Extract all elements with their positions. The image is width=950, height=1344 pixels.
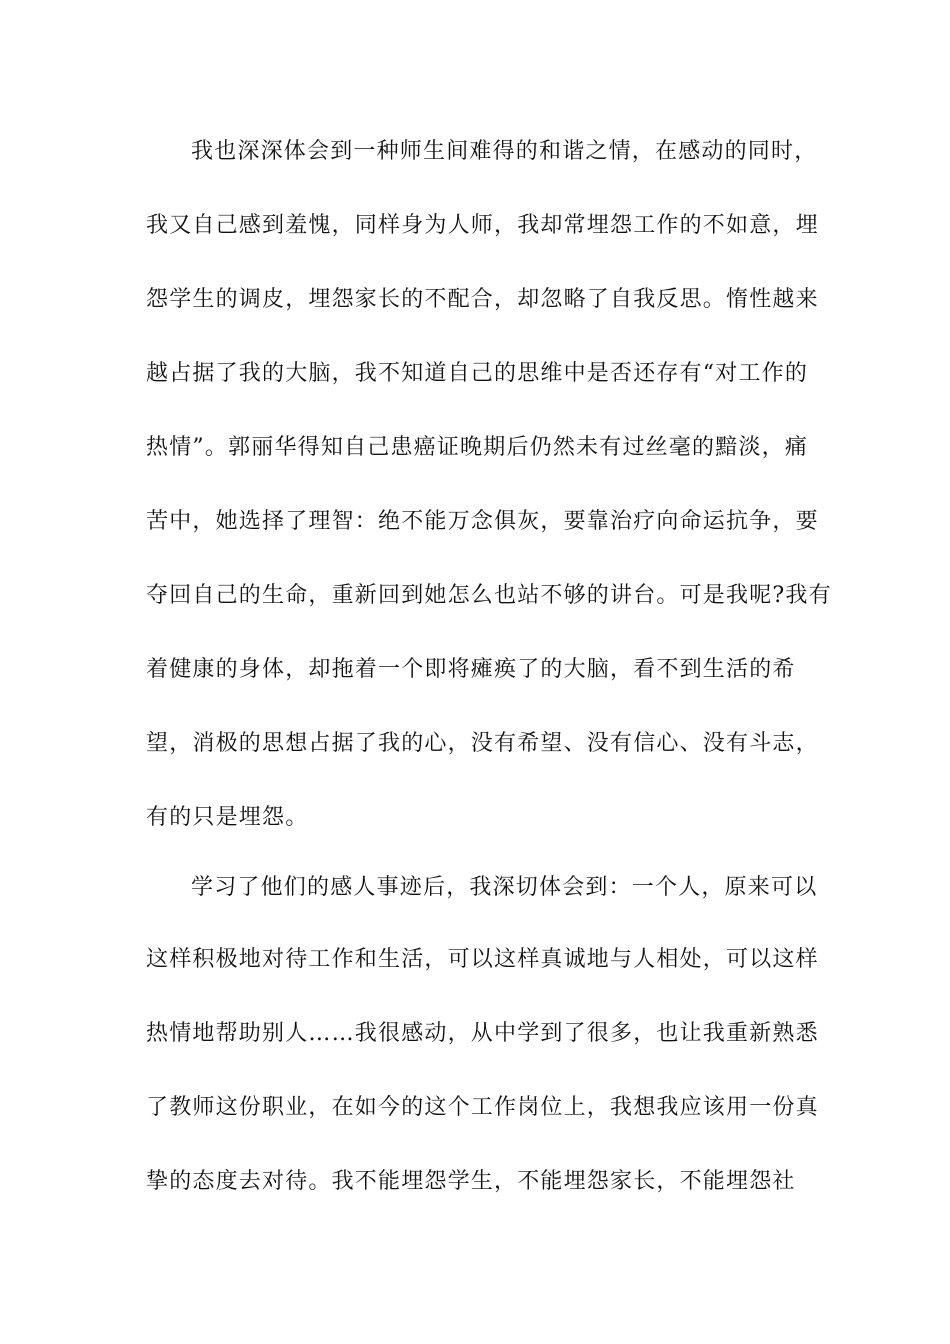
paragraph-2-line-5: 挚的态度去对待。我不能埋怨学生，不能埋怨家长，不能埋怨社 — [146, 1169, 796, 1194]
paragraph-1-line-6: 苦中，她选择了理智：绝不能万念俱灰，要靠治疗向命运抗争，要 — [146, 509, 819, 534]
paragraph-1-line-8: 着健康的身体，却拖着一个即将瘫痪了的大脑，看不到生活的希 — [146, 657, 796, 682]
paragraph-1-line-5: 热情”。郭丽华得知自己患癌证晚期后仍然未有过丝毫的黯淡，痛 — [146, 435, 809, 460]
paragraph-1-line-1: 我也深深体会到一种师生间难得的和谐之情，在感动的同时， — [191, 139, 818, 164]
paragraph-2-line-2: 这样积极地对待工作和生活，可以这样真诚地与人相处，可以这样 — [146, 947, 819, 972]
paragraph-1-line-3: 怨学生的调皮，埋怨家长的不配合，却忽略了自我反思。惰性越来 — [146, 287, 819, 312]
paragraph-2-line-3: 热情地帮助别人……我很感动，从中学到了很多，也让我重新熟悉 — [146, 1021, 819, 1046]
paragraph-1-line-10: 有的只是埋怨。 — [146, 805, 309, 830]
paragraph-1-line-2: 我又自己感到羞愧，同样身为人师，我却常埋怨工作的不如意，埋 — [146, 213, 819, 238]
paragraph-1-line-9: 望，消极的思想占据了我的心，没有希望、没有信心、没有斗志， — [146, 731, 819, 756]
paragraph-2-line-1: 学习了他们的感人事迹后，我深切体会到：一个人，原来可以 — [191, 875, 818, 900]
paragraph-1-line-7: 夺回自己的生命，重新回到她怎么也站不够的讲台。可是我呢?我有 — [146, 583, 832, 608]
paragraph-2-line-4: 了教师这份职业，在如今的这个工作岗位上，我想我应该用一份真 — [146, 1095, 819, 1120]
paragraph-1-line-4: 越占据了我的大脑，我不知道自己的思维中是否还存有“对工作的 — [146, 361, 809, 386]
